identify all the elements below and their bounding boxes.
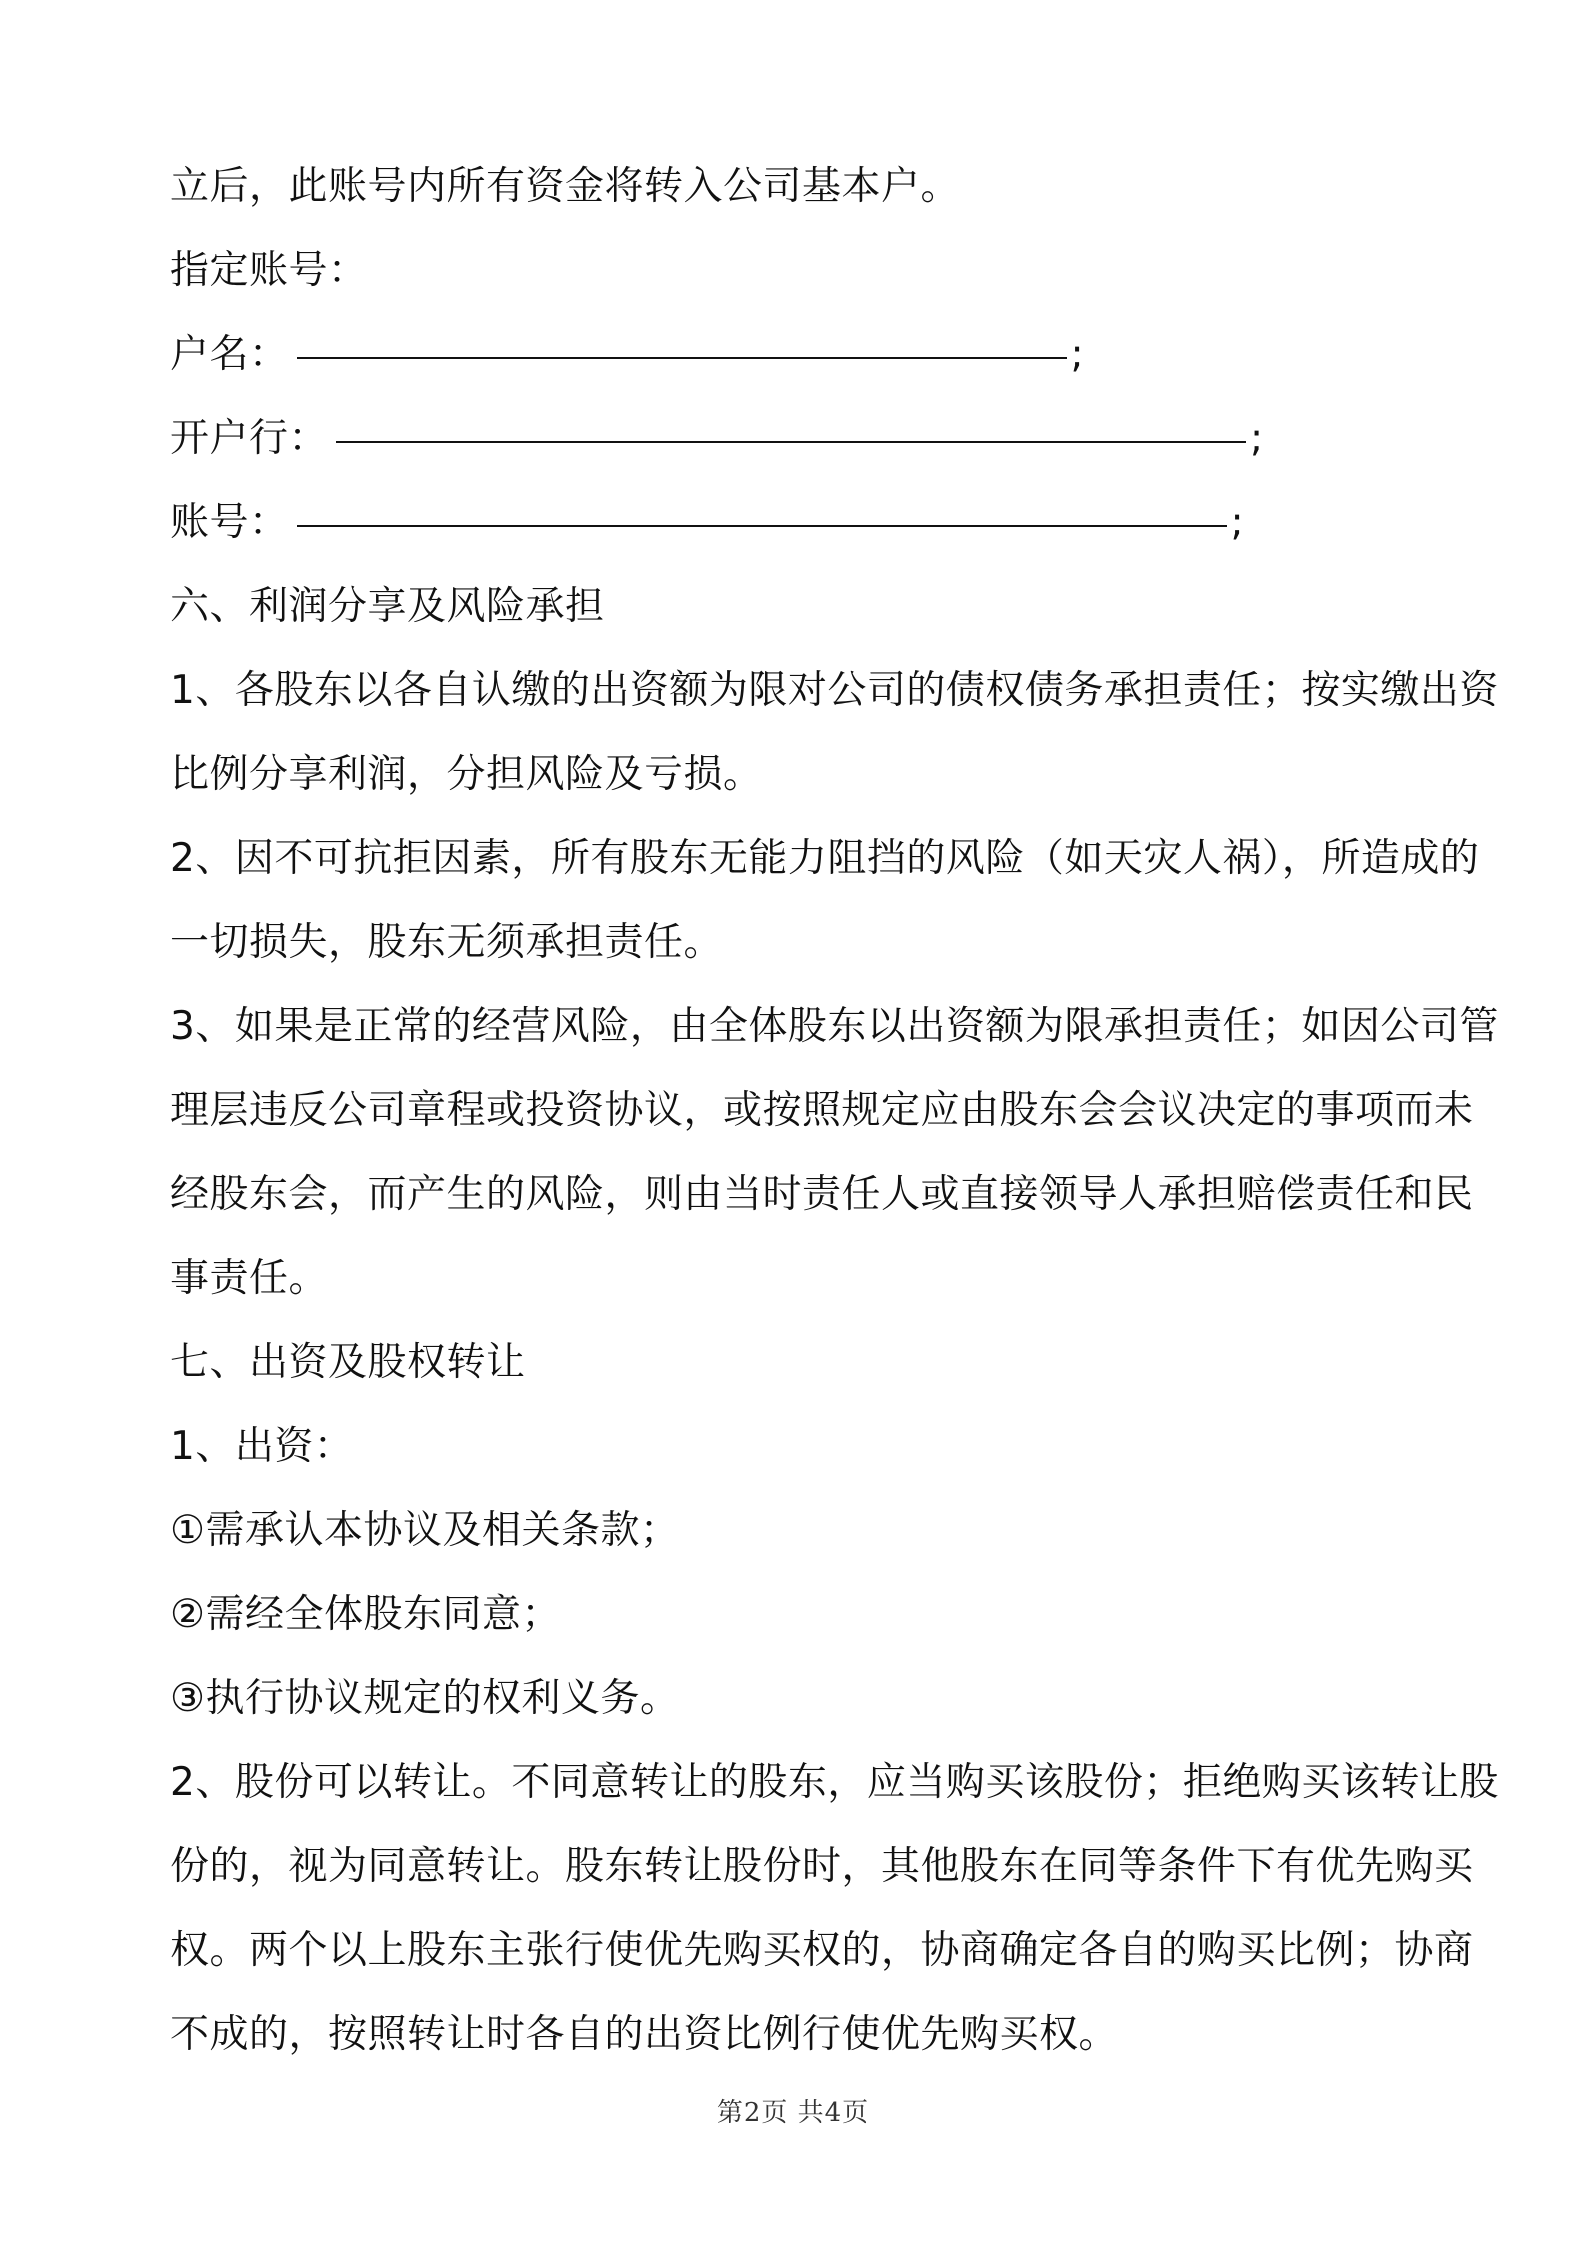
list-item: ②需经全体股东同意；: [170, 1592, 561, 1637]
document-body: [170, 145, 1499, 2077]
list-item: ③执行协议规定的权利义务。: [170, 1676, 680, 1721]
paragraph-line: 事责任。: [170, 1256, 329, 1301]
paragraph-line: 2、股份可以转让。不同意转让的股东，应当购买该股份；拒绝购买该转让股: [170, 1760, 1499, 1805]
account-name-field: [170, 313, 1420, 397]
bank-terminator: ;: [1250, 416, 1264, 461]
account-number-blank: [297, 479, 1227, 527]
account-number-terminator: ;: [1230, 500, 1245, 545]
list-item: ①需承认本协议及相关条款；: [170, 1508, 680, 1553]
account-number-field: [170, 481, 1420, 565]
account-number-label: 账号：: [170, 500, 289, 545]
paragraph-line: 不成的，按照转让时各自的出资比例行使优先购买权。: [170, 2012, 1119, 2057]
paragraph-line: 2、因不可抗拒因素，所有股东无能力阻挡的风险（如天灾人祸），所造成的: [170, 836, 1480, 881]
paragraph-line: 1、出资：: [170, 1424, 354, 1469]
bank-blank: [336, 395, 1246, 443]
paragraph-line: 经股东会，而产生的风险，则由当时责任人或直接领导人承担赔偿责任和民: [170, 1172, 1474, 1217]
account-name-terminator: ;: [1070, 332, 1085, 377]
paragraph-line: 立后，此账号内所有资金将转入公司基本户。: [170, 164, 961, 209]
page-number-footer: 第2页 共4页: [716, 2098, 870, 2128]
bank-label: 开户行：: [170, 416, 329, 461]
paragraph-line: 1、各股东以各自认缴的出资额为限对公司的债权债务承担责任；按实缴出资: [170, 668, 1499, 713]
paragraph-line: 理层违反公司章程或投资协议，或按照规定应由股东会会议决定的事项而未: [170, 1088, 1474, 1133]
designated-account-heading: 指定账号：: [170, 248, 368, 293]
bank-field: [170, 397, 1420, 481]
account-name-blank: [297, 311, 1067, 359]
section-heading-capital-transfer: 七、出资及股权转让: [170, 1340, 526, 1385]
account-name-label: 户名：: [170, 332, 289, 377]
paragraph-line: 3、如果是正常的经营风险，由全体股东以出资额为限承担责任；如因公司管: [170, 1004, 1499, 1049]
paragraph-line: 权。两个以上股东主张行使优先购买权的，协商确定各自的购买比例；协商: [170, 1928, 1474, 1973]
paragraph-line: 一切损失，股东无须承担责任。: [170, 920, 724, 965]
section-heading-profit-risk: 六、利润分享及风险承担: [170, 584, 605, 629]
paragraph-line: 比例分享利润，分担风险及亏损。: [170, 752, 763, 797]
paragraph-line: 份的，视为同意转让。股东转让股份时，其他股东在同等条件下有优先购买: [170, 1844, 1474, 1889]
